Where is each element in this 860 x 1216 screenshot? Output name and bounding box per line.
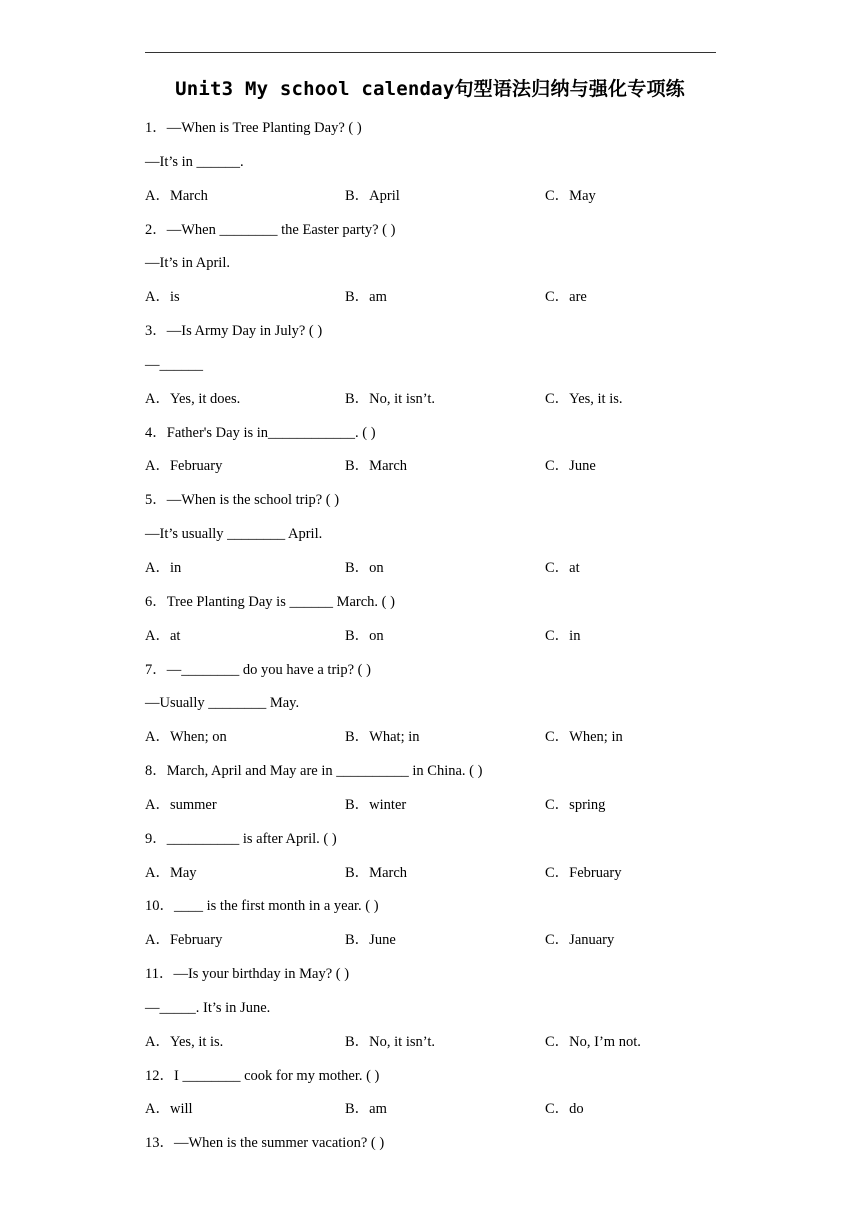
question-5: [145, 489, 745, 591]
header-rule: [145, 52, 716, 53]
option-c[interactable]: C．June: [545, 458, 596, 475]
options-row: [145, 455, 745, 489]
options-row: [145, 625, 745, 659]
options-row: [145, 286, 745, 320]
option-b[interactable]: B．March: [345, 458, 408, 475]
option-c[interactable]: C．No, I’m not.: [545, 1033, 641, 1050]
option-c[interactable]: C．in: [545, 627, 581, 644]
option-c[interactable]: C．February: [545, 864, 622, 881]
question-response: —It’s usually ________ April.: [145, 526, 323, 543]
options-row: [145, 557, 745, 591]
option-c[interactable]: C．at: [545, 559, 580, 576]
question-stem: 2．—When ________ the Easter party? ( ): [145, 221, 396, 238]
question-12: [145, 1065, 745, 1133]
question-stem: 10．____ is the first month in a year. ( ): [145, 898, 379, 915]
option-a[interactable]: A．summer: [145, 796, 217, 813]
option-a[interactable]: A．May: [145, 864, 197, 881]
question-6: [145, 591, 745, 659]
option-a[interactable]: A．February: [145, 458, 223, 475]
option-b[interactable]: B．March: [345, 864, 408, 881]
option-b[interactable]: B．April: [345, 187, 400, 204]
option-c[interactable]: C．Yes, it is.: [545, 390, 623, 407]
question-7: [145, 659, 745, 761]
option-a[interactable]: A．Yes, it is.: [145, 1033, 224, 1050]
question-stem: 12．I ________ cook for my mother. ( ): [145, 1067, 380, 1084]
question-1: [145, 117, 745, 219]
option-a[interactable]: A．at: [145, 627, 181, 644]
question-stem: 5．—When is the school trip? ( ): [145, 492, 340, 509]
option-b[interactable]: B．June: [345, 932, 396, 949]
option-a[interactable]: A．When; on: [145, 729, 227, 746]
question-2: [145, 219, 745, 321]
options-row: [145, 726, 745, 760]
question-response: —______: [145, 356, 203, 373]
question-response: —Usually ________ May.: [145, 695, 300, 712]
question-stem: 7．—________ do you have a trip? ( ): [145, 661, 371, 678]
options-row: [145, 185, 745, 219]
question-8: [145, 760, 745, 828]
option-c[interactable]: C．are: [545, 289, 587, 306]
option-c[interactable]: C．When; in: [545, 729, 623, 746]
option-b[interactable]: B．on: [345, 559, 384, 576]
question-stem: 3．—Is Army Day in July? ( ): [145, 323, 323, 340]
options-row: [145, 862, 745, 896]
question-9: [145, 828, 745, 896]
options-row: [145, 388, 745, 422]
question-response: —_____. It’s in June.: [145, 999, 271, 1016]
question-stem: 8．March, April and May are in __________ in China. ( ): [145, 763, 483, 780]
question-stem: 11．—Is your birthday in May? ( ): [145, 966, 350, 983]
option-b[interactable]: B．am: [345, 1101, 387, 1118]
question-list: [145, 117, 745, 1166]
options-row: [145, 1031, 745, 1065]
question-4: [145, 422, 745, 490]
question-stem: 6．Tree Planting Day is ______ March. ( ): [145, 593, 395, 610]
question-stem: 13．—When is the summer vacation? ( ): [145, 1135, 385, 1152]
option-a[interactable]: A．Yes, it does.: [145, 390, 241, 407]
question-13: [145, 1132, 745, 1166]
option-c[interactable]: C．May: [545, 187, 596, 204]
question-stem: 9．__________ is after April. ( ): [145, 830, 337, 847]
option-c[interactable]: C．do: [545, 1101, 584, 1118]
option-a[interactable]: A．February: [145, 932, 223, 949]
option-a[interactable]: A．in: [145, 559, 182, 576]
option-c[interactable]: C．spring: [545, 796, 606, 813]
option-b[interactable]: B．on: [345, 627, 384, 644]
option-b[interactable]: B．am: [345, 289, 387, 306]
question-stem: 1．—When is Tree Planting Day? ( ): [145, 120, 362, 136]
options-row: [145, 929, 745, 963]
option-a[interactable]: A．will: [145, 1101, 193, 1118]
option-b[interactable]: B．What; in: [345, 729, 420, 746]
option-a[interactable]: A．March: [145, 187, 208, 204]
options-row: [145, 794, 745, 828]
page-title: Unit3 My school calenday句型语法归纳与强化专项练: [175, 78, 685, 100]
question-response: —It’s in ______.: [145, 153, 244, 170]
options-row: [145, 1098, 745, 1132]
option-b[interactable]: B．No, it isn’t.: [345, 1033, 435, 1050]
question-11: [145, 963, 745, 1065]
option-b[interactable]: B．winter: [345, 796, 407, 813]
option-c[interactable]: C．January: [545, 932, 615, 949]
question-response: —It’s in April.: [145, 255, 230, 272]
option-a[interactable]: A．is: [145, 289, 180, 306]
question-10: [145, 895, 745, 963]
option-b[interactable]: B．No, it isn’t.: [345, 390, 435, 407]
question-3: [145, 320, 745, 422]
question-stem: 4．Father's Day is in____________. ( ): [145, 424, 376, 441]
